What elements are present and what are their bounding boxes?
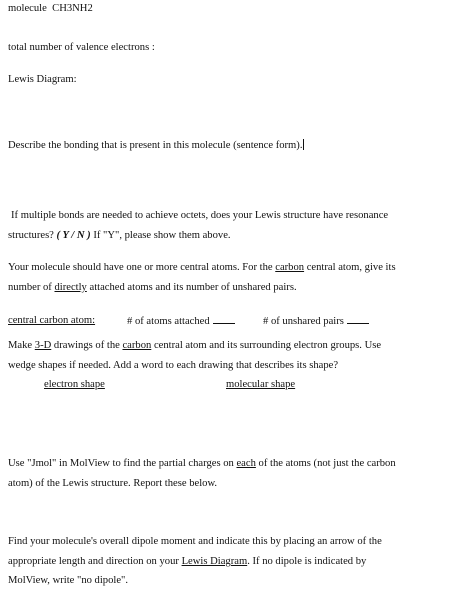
central-text-b: central atom, give its <box>304 262 396 273</box>
dipole-line-1: Find your molecule's overall dipole moment and indicate this by placing an arrow of the <box>8 536 382 547</box>
molecular-shape-label: molecular shape <box>226 379 296 390</box>
valence-electrons-prompt: total number of valence electrons : <box>8 42 155 53</box>
central-carbon-row <box>8 314 95 327</box>
resonance-line-1: If multiple bonds are needed to achieve octets, does your Lewis structure have resonance <box>11 210 389 221</box>
yes-no-choice: ( Y / N ) <box>56 230 91 241</box>
central-text-c: number of <box>8 282 55 293</box>
resonance-question: structures? <box>8 230 57 241</box>
drawings-text-c: central atom and its surrounding electron groups. Use <box>151 340 382 351</box>
central-carbon-label: central carbon atom: <box>8 315 96 326</box>
drawings-line-2: wedge shapes if needed. Add a word to each drawing that describes its shape? <box>8 360 339 371</box>
atoms-attached-blank <box>213 314 235 324</box>
resonance-line-2 <box>8 229 231 242</box>
dipole-text-a: appropriate length and direction on your <box>8 556 182 567</box>
jmol-text-a: Use "Jmol" in MolView to find the partial charges on <box>8 458 237 469</box>
dipole-line-2 <box>8 555 366 568</box>
jmol-line-2: atom) of the Lewis structure. Report these below. <box>8 478 218 489</box>
carbon-underlined: carbon <box>275 262 305 273</box>
jmol-line-1 <box>8 457 396 470</box>
atoms-attached-label: # of atoms attached <box>127 316 210 327</box>
molecule-line <box>8 2 93 15</box>
unshared-pairs-label: # of unshared pairs <box>263 316 344 327</box>
unshared-pairs-field <box>263 314 369 328</box>
drawings-text-a: Make <box>8 340 35 351</box>
jmol-text-b: of the atoms (not just the carbon <box>255 458 396 469</box>
directly-underlined: directly <box>54 282 87 293</box>
central-text-d: attached atoms and its number of unshared pairs. <box>86 282 297 293</box>
atoms-attached-field <box>127 314 235 328</box>
text-cursor <box>303 139 304 150</box>
resonance-instruction: If "Y", please show them above. <box>90 230 231 241</box>
three-d-underlined: 3-D <box>34 340 52 351</box>
electron-shape-label: electron shape <box>44 379 105 390</box>
dipole-text-b: . If no dipole is indicated by <box>247 556 367 567</box>
central-text-a: Your molecule should have one or more central atoms. For the <box>8 262 276 273</box>
dipole-line-3: MolView, write "no dipole". <box>8 575 129 586</box>
lewis-diagram-prompt: Lewis Diagram: <box>8 74 77 85</box>
bonding-prompt <box>8 139 304 152</box>
unshared-pairs-blank <box>347 314 369 324</box>
central-atoms-line-1 <box>8 261 396 274</box>
lewis-diagram-underlined: Lewis Diagram <box>181 556 248 567</box>
each-underlined: each <box>236 458 256 469</box>
drawings-text-b: drawings of the <box>51 340 123 351</box>
bonding-text: Describe the bonding that is present in this molecule (sentence form). <box>8 140 303 151</box>
drawings-line-1 <box>8 339 381 352</box>
molecule-formula: CH3NH2 <box>52 3 93 14</box>
molecule-label: molecule <box>8 3 47 14</box>
drawings-carbon-underlined: carbon <box>122 340 152 351</box>
central-atoms-line-2 <box>8 281 297 294</box>
